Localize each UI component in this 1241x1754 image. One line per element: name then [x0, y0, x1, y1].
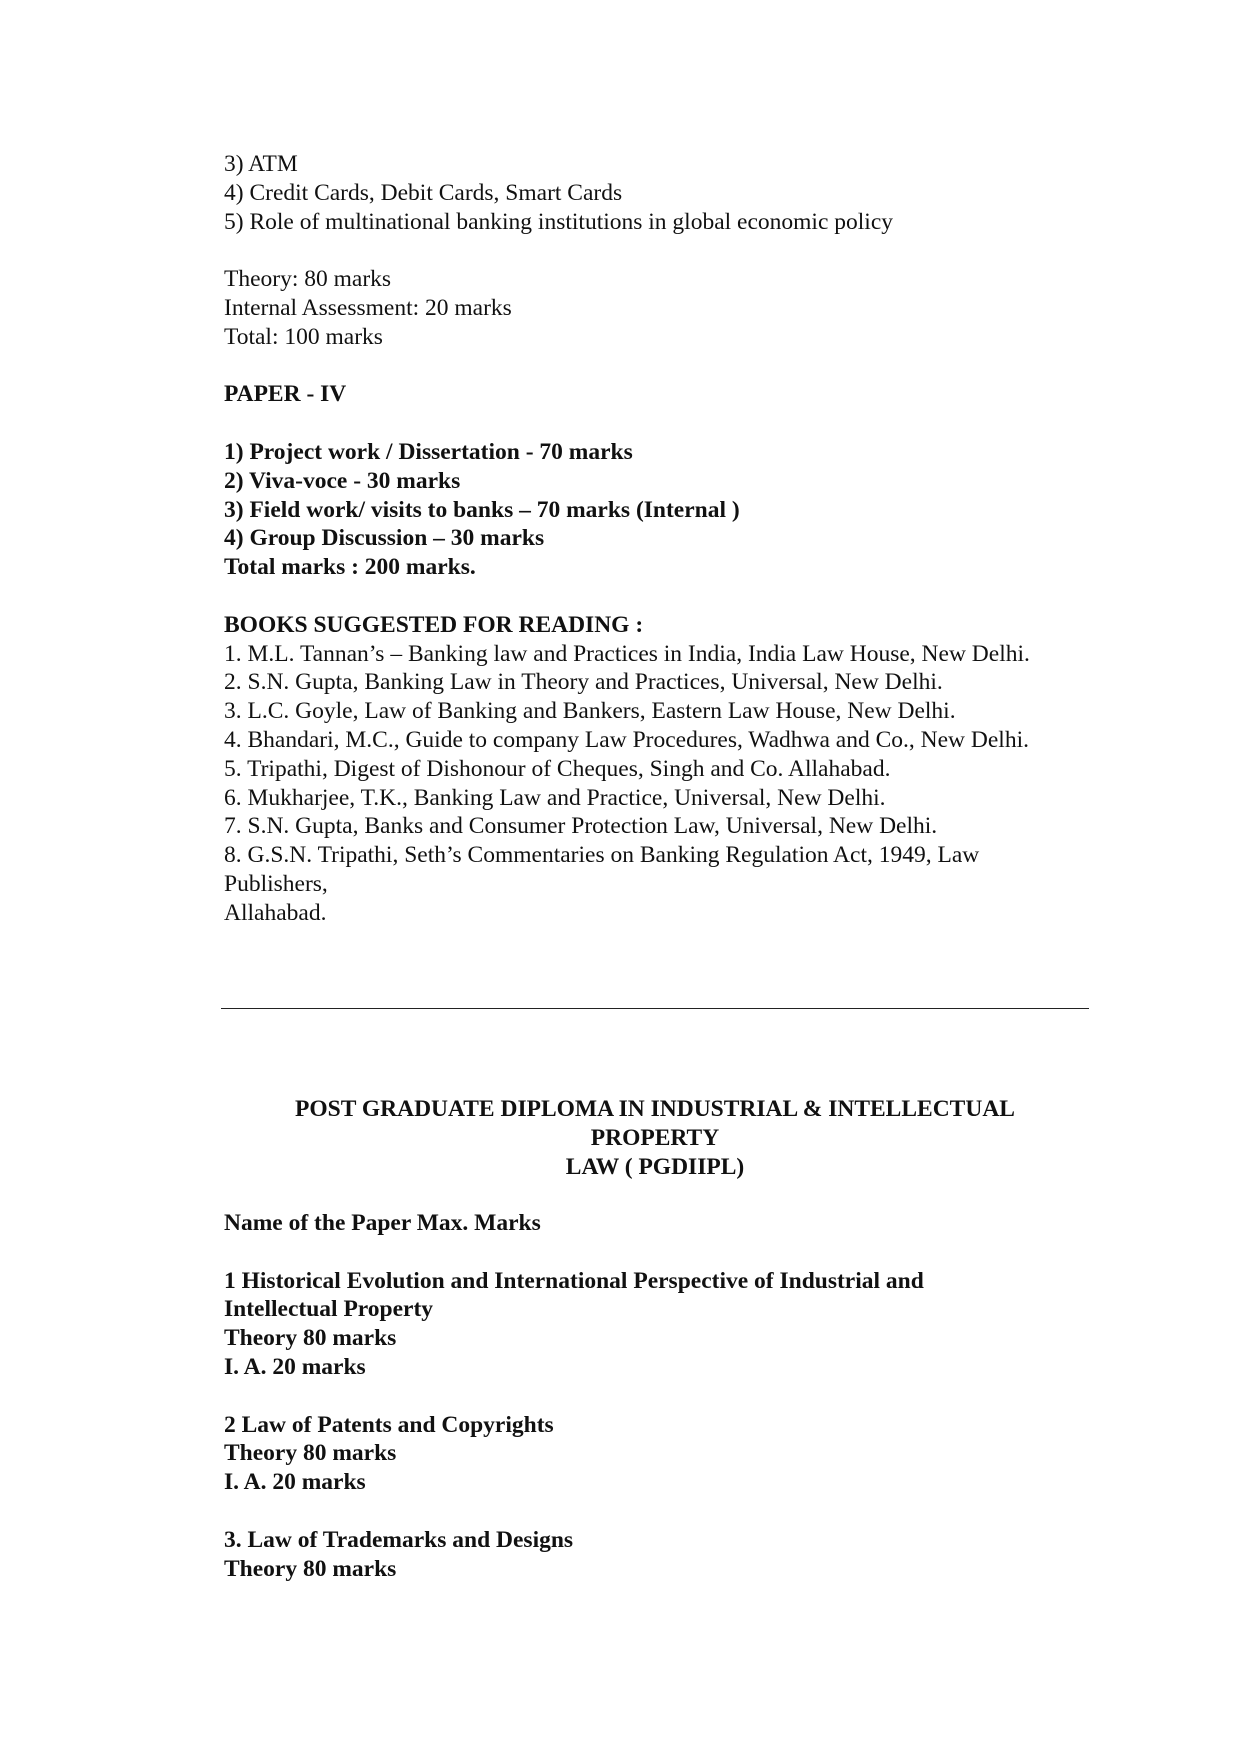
paper-iv-heading: PAPER - IV: [224, 381, 347, 408]
paper-iv-item: 2) Viva-voce - 30 marks: [224, 467, 461, 494]
internal-assessment-marks: Internal Assessment: 20 marks: [224, 294, 512, 321]
book-item: 7. S.N. Gupta, Banks and Consumer Protection Law, Universal, New Delhi.: [224, 813, 938, 840]
list-item: 4) Credit Cards, Debit Cards, Smart Cards: [224, 179, 623, 206]
pgdiipl-papers: [224, 1209, 1094, 1583]
paper-title: 2 Law of Patents and Copyrights: [224, 1411, 554, 1438]
pgdiipl-title-line: LAW ( PGDIIPL): [565, 1153, 745, 1180]
upper-section: [224, 150, 1094, 928]
paper-iv-total: Total marks : 200 marks.: [224, 554, 476, 581]
book-item: 4. Bhandari, M.C., Guide to company Law Procedures, Wadhwa and Co., New Delhi.: [224, 726, 1029, 753]
theory-marks: Theory: 80 marks: [224, 266, 392, 293]
paper-title: 1 Historical Evolution and International Perspective of Industrial and: [224, 1267, 924, 1294]
paper-iv-item: 3) Field work/ visits to banks – 70 marks (Internal ): [224, 496, 740, 523]
paper-iv-item: 1) Project work / Dissertation - 70 marks: [224, 438, 633, 465]
book-item: 8. G.S.N. Tripathi, Seth’s Commentaries on Banking Regulation Act, 1949, Law: [224, 842, 980, 869]
paper-ia-marks: I. A. 20 marks: [224, 1469, 366, 1496]
total-marks: Total: 100 marks: [224, 323, 383, 350]
list-item: 3) ATM: [224, 151, 298, 177]
list-item: 5) Role of multinational banking institutions in global economic policy: [224, 208, 894, 235]
book-item: 2. S.N. Gupta, Banking Law in Theory and Practices, Universal, New Delhi.: [224, 669, 943, 696]
section-divider: [221, 1008, 1089, 1009]
paper-ia-marks: I. A. 20 marks: [224, 1353, 366, 1380]
paper-title: 3. Law of Trademarks and Designs: [224, 1526, 574, 1553]
paper-theory-marks: Theory 80 marks: [224, 1325, 397, 1352]
paper-theory-marks: Theory 80 marks: [224, 1555, 397, 1582]
book-item: Allahabad.: [224, 899, 327, 926]
pgdiipl-title: [221, 1095, 1089, 1181]
book-item: 3. L.C. Goyle, Law of Banking and Bankers, Eastern Law House, New Delhi.: [224, 698, 956, 725]
book-item: 5. Tripathi, Digest of Dishonour of Cheques, Singh and Co. Allahabad.: [224, 755, 891, 782]
paper-title: Intellectual Property: [224, 1296, 434, 1323]
books-heading: BOOKS SUGGESTED FOR READING :: [224, 611, 644, 638]
book-item: Publishers,: [224, 870, 328, 897]
paper-iv-item: 4) Group Discussion – 30 marks: [224, 525, 545, 552]
book-item: 1. M.L. Tannan’s – Banking law and Practices in India, India Law House, New Delhi.: [224, 640, 1030, 667]
columns-label: Name of the Paper Max. Marks: [224, 1210, 541, 1236]
pgdiipl-title-line: POST GRADUATE DIPLOMA IN INDUSTRIAL & INTELLECTUAL: [295, 1096, 1015, 1122]
book-item: 6. Mukharjee, T.K., Banking Law and Practice, Universal, New Delhi.: [224, 784, 886, 811]
paper-theory-marks: Theory 80 marks: [224, 1440, 397, 1467]
pgdiipl-title-line: PROPERTY: [590, 1124, 720, 1151]
